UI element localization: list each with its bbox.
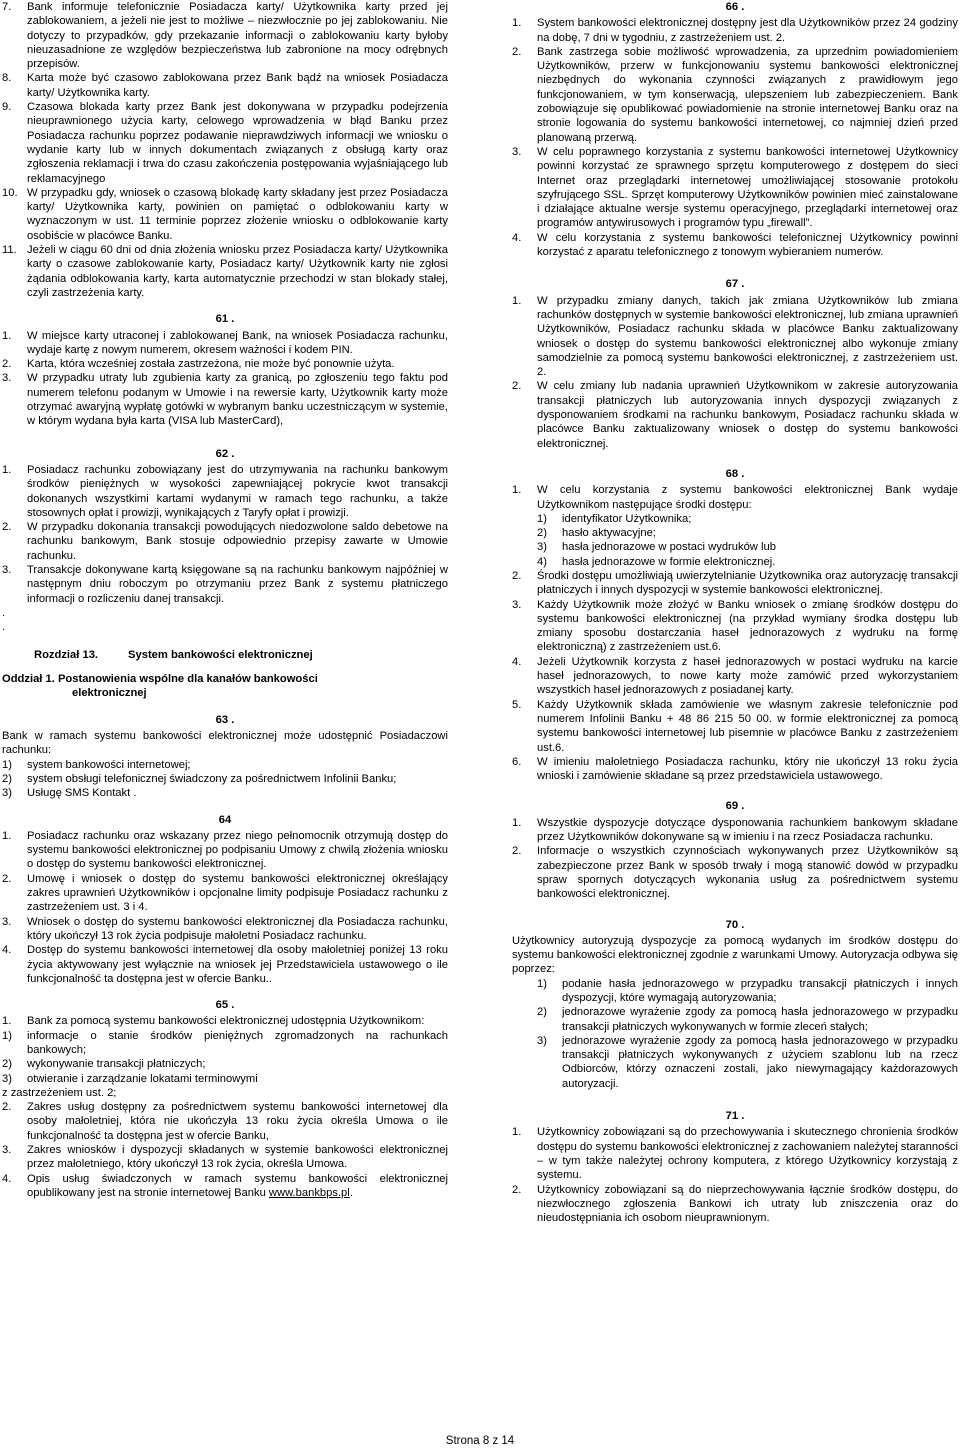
list-item	[512, 1183, 958, 1226]
item-number: 2.	[512, 569, 522, 582]
item-number: 2.	[2, 358, 12, 371]
item-text: W miejsce karty utraconej i zablokowanej Bank, na wniosek Posiadacza rachunku, wydaje kartę z nowym numerem, okresem ważności i kodem PIN.	[27, 329, 448, 356]
section-title-line2: elektronicznej	[72, 687, 147, 700]
item-number: 1.	[512, 294, 522, 307]
item-text: Użytkownicy zobowiązani są do nieprzechowywania łącznie środków dostępu, do niezwłocznego zgłoszenia Bankowi ich utraty lub zniszczenia oraz do nieudostępniania ich osobom nieuprawnionym.	[537, 1183, 958, 1225]
item-text: Wszystkie dyspozycje dotyczące dysponowania rachunkiem bankowym składane przez Użytkowników dokonywane są w imieniu i na rzecz Posiadacza rachunku.	[537, 816, 958, 844]
chapter-label: Rozdział 13.	[34, 648, 99, 661]
list-item	[512, 816, 958, 845]
item-text: Każdy Użytkownik składa zamówienie we własnym zakresie telefonicznie pod numerem Infolinii Banku + 48 86 215 50 00. w formie elektronicznej za pomocą systemu bankowości internetowej lub pisemnie w placówce Banku z zastrzeżeniem ust.6.	[537, 698, 958, 754]
sub-item-number: 1)	[2, 758, 12, 771]
item-text: Transakcje dokonywane kartą księgowane są na rachunku bankowym najpóźniej w następnym dniu roboczym po otrzymaniu przez Bank z systemu płatniczego informacji o rozliczeniu danej transakcji.	[27, 563, 448, 605]
sub-item-text: otwieranie i zarządzanie lokatami terminowymi	[27, 1072, 258, 1085]
item-text: W imieniu małoletniego Posiadacza rachunku, który nie ukończył 13 roku życia wnioski i zamówienie składane są przez przedstawiciela ustawowego.	[537, 755, 958, 783]
item-text: System bankowości elektronicznej dostępny jest dla Użytkowników przez 24 godziny na dobę, 7 dni w tygodniu, z zastrzeżeniem ust. 2.	[537, 17, 958, 44]
item-number: 3.	[512, 145, 522, 158]
list-item	[2, 243, 448, 300]
paragraph-heading-65: 65 .	[215, 999, 235, 1012]
sub-item-number: 3)	[2, 787, 12, 800]
paragraph-heading-71: 71 .	[725, 1110, 745, 1123]
item-text: Karta, która wcześniej została zastrzeżona, nie może być ponownie użyta.	[27, 358, 395, 371]
item-number: 1.	[2, 1015, 12, 1028]
list-item	[2, 1143, 448, 1172]
sub-item-text: system obsługi telefonicznej świadczony za pośrednictwem Infolinii Banku;	[27, 772, 397, 785]
list-item	[512, 294, 958, 380]
list-item	[512, 145, 958, 231]
sub-item-number: 4)	[537, 555, 547, 568]
item-number: 2.	[2, 521, 12, 534]
item-text: Jeżeli Użytkownik korzysta z haseł jednorazowych w postaci wydruku na karcie haseł jednorazowych, to nowe karty może zamówić przed wykorzystaniem wszystkich haseł jednorazowych z posiadanej karty.	[537, 655, 958, 697]
sub-item-number: 1)	[2, 1029, 12, 1042]
item-text: Każdy Użytkownik może złożyć w Banku wniosek o zmianę środków dostępu do systemu bankowości elektronicznej (na przykład wymiany środka dostępu lub zmiany sposobu dostarczania haseł jednorazowych z wydruku na formę elektroniczną) z zastrzeżeniem ust.6.	[537, 598, 958, 654]
item-number: 3.	[2, 1144, 12, 1157]
paragraph-intro: Bank w ramach systemu bankowości elektronicznej może udostępnić Posiadaczowi rachunku:	[2, 730, 448, 757]
sub-item-text: system bankowości internetowej;	[27, 758, 191, 771]
item-number: 2.	[2, 872, 12, 885]
item-number: 7.	[2, 1, 12, 13]
separator-dot: .	[2, 620, 6, 633]
item-text: Bank zastrzega sobie możliwość wprowadzenia, za uprzednim powiadomieniem Użytkowników, przerw w funkcjonowaniu systemu bankowości elektronicznej niezbędnych do wykonania czynności związanych z prawidłowym jego funkcjonowaniem, w tym konserwacją, ulepszeniem lub zabezpieczeniem. Bank zobowiązuje się opublikować powiadomienie na stronie internetowej Banku oraz na stronie logowania do systemu bankowości internetowej, co najmniej dzień przed planowaną przerwą.	[537, 45, 958, 144]
item-number: 4.	[2, 944, 12, 957]
sub-item	[512, 1005, 958, 1034]
item-number: 4.	[2, 1172, 12, 1185]
item-text: W przypadku gdy, wniosek o czasową blokadę karty składany jest przez Posiadacza karty/ Użytkownika karty, powinien on pamiętać o odblokowaniu karty w wyznaczonym w ust. 11 terminie poprzez złożenie wniosku o odblokowanie karty osobiście w placówce Banku.	[27, 186, 448, 242]
list-item	[512, 483, 958, 512]
item-number: 4.	[512, 655, 522, 668]
list-item	[2, 1014, 448, 1028]
item-text: Zakres usług dostępny za pośrednictwem systemu bankowości internetowej dla osoby małoletniej, która nie ukończyła 13 roku życia określa Umowa o ile funkcjonalność ta dostępna jest w ofercie Banku,	[27, 1101, 448, 1142]
sub-item-text: Usługę SMS Kontakt .	[27, 787, 137, 800]
paragraph-heading-68: 68 .	[725, 467, 745, 480]
list-item	[512, 698, 958, 755]
item-number: 4.	[512, 231, 522, 244]
list-item	[512, 755, 958, 784]
item-number: 3.	[2, 372, 12, 385]
list-item	[2, 1172, 448, 1201]
item-text: W przypadku utraty lub zgubienia karty za granicą, po zgłoszeniu tego faktu pod numerem telefonu podanym w Umowie i na rewersie karty, Użytkownik karty może otrzymać awaryjną wypłatę gotówki w wybranym banku uczestniczącym w systemie, w którym wydana była karta (VISA lub MasterCard),	[27, 372, 448, 428]
paragraph-tail: z zastrzeżeniem ust. 2;	[2, 1086, 117, 1099]
sub-item	[2, 1057, 448, 1071]
item-text: Posiadacz rachunku oraz wskazany przez niego pełnomocnik otrzymują dostęp do systemu bankowości elektronicznej po podpisaniu Umowy z chwilą złożenia wniosku o dostęp do systemu bankowości elektronicznej.	[27, 829, 448, 871]
sub-item-number: 2)	[537, 1006, 547, 1019]
sub-item	[512, 512, 958, 526]
bank-website-link[interactable]: www.bankbps.pl	[268, 1186, 350, 1199]
paragraph-intro: Użytkownicy autoryzują dyspozycje za pomocą wydanych im środków dostępu do systemu bankowości elektronicznej zgodnie z warunkami Umowy. Autoryzacja odbywa się poprzez:	[512, 934, 958, 976]
list-item	[512, 16, 958, 45]
item-number: 9.	[2, 101, 12, 114]
sub-item-number: 2)	[2, 1058, 12, 1071]
right-column	[512, 0, 958, 1225]
sub-item	[2, 1072, 448, 1086]
item-text: W celu korzystania z systemu bankowości telefonicznej Użytkownicy powinni korzystać z aparatu telefonicznego z tonowym wybieraniem numerów.	[537, 231, 958, 259]
item-text: Opis usług świadczonych w ramach systemu bankowości elektronicznej opublikowany jest na stronie internetowej Banku	[27, 1172, 448, 1199]
item-number: 11.	[2, 244, 17, 257]
paragraph-heading-61: 61 .	[215, 313, 235, 326]
list-item	[512, 655, 958, 698]
item-number: 2.	[512, 45, 522, 58]
item-number: 6.	[512, 755, 522, 768]
list-item	[2, 943, 448, 986]
item-number: 1.	[512, 484, 522, 497]
item-number: 1.	[2, 463, 12, 476]
list-item	[2, 186, 448, 243]
list-item	[2, 100, 448, 186]
item-text: Dostęp do systemu bankowości internetowej dla osoby małoletniej poniżej 13 roku życia aktywowany jest wyłącznie na wniosek jej Przedstawiciela ustawowego o ile funkcjonalność ta dostępna jest w ofercie Banku..	[27, 944, 448, 985]
item-text: Karta może być czasowo zablokowana przez Bank bądź na wniosek Posiadacza karty/ Użytkownika karty.	[27, 72, 448, 99]
list-item	[2, 357, 448, 371]
item-text: Użytkownicy zobowiązani są do przechowywania i skutecznego chronienia środków dostępu do systemu bankowości elektronicznej z zachowaniem należytej staranności – w tym także należytej ochrony komputera, z którego Użytkownicy korzystają z systemu.	[537, 1126, 958, 1182]
list-item	[512, 569, 958, 598]
item-number: 1.	[512, 816, 522, 829]
paragraph-heading-64: 64	[218, 813, 232, 826]
item-text: Jeżeli w ciągu 60 dni od dnia złożenia wniosku przez Posiadacza karty/ Użytkownika karty o czasowe zablokowanie karty, Posiadacz karty/ Użytkownik karty nie zgłosi żądania odblokowania karty, karta automatycznie przechodzi w stan blokady stałej, czyli zastrzeżenia karty.	[27, 244, 448, 299]
item-text: W przypadku dokonania transakcji powodujących niedozwolone saldo debetowe na rachunku bankowym, Bank stosuje odpowiednio przepisy zawarte w Umowie rachunku.	[27, 521, 448, 562]
sub-item	[2, 1029, 448, 1058]
item-text: Środki dostępu umożliwiają uwierzytelnianie Użytkownika oraz autoryzację transakcji płatniczych i innych dyspozycji w systemie bankowości elektronicznej.	[537, 569, 958, 597]
sub-item-number: 2)	[537, 527, 547, 540]
item-text: W przypadku zmiany danych, takich jak zmiana Użytkowników lub zmiana rachunków dostępnych w systemie bankowości elektronicznej, lub zmiana uprawnień Użytkowników, Posiadacz rachunku składa w placówce Banku zaktualizowany wniosek o dostęp do systemu bankowości elektronicznej albo wykonuje zmiany samodzielnie za pomocą systemu bankowości elektronicznej, z zastrzeżeniem ust. 2.	[537, 294, 958, 379]
item-number: 1.	[2, 829, 12, 842]
sub-item-text: informacje o stanie środków pieniężnych zgromadzonych na rachunkach bankowych;	[27, 1029, 448, 1056]
list-item	[2, 463, 448, 520]
item-text: Informacje o wszystkich czynnościach wykonywanych przez Użytkowników są zabezpieczone przez Bank w sposób trwały i mogą stanowić dowód w przypadku spraw spornych dotyczących wykonania usług za pośrednictwem systemu bankowości elektronicznej.	[537, 845, 958, 901]
item-number: 3.	[2, 563, 12, 576]
sub-item-text: hasła jednorazowe w formie elektronicznej.	[562, 555, 776, 568]
sub-item	[2, 772, 448, 786]
sub-item	[512, 1034, 958, 1091]
sub-item-number: 3)	[2, 1072, 12, 1085]
paragraph-heading-70: 70 .	[725, 918, 745, 931]
sub-item-text: wykonywanie transakcji płatniczych;	[27, 1058, 206, 1071]
list-item	[2, 563, 448, 606]
item-number: 2.	[2, 1101, 12, 1114]
paragraph-heading-66: 66 .	[725, 1, 745, 13]
paragraph-heading-63: 63 .	[215, 713, 235, 726]
item-number: 2.	[512, 1183, 522, 1196]
chapter-title: System bankowości elektronicznej	[128, 648, 313, 661]
item-text: Bank za pomocą systemu bankowości elektronicznej udostępnia Użytkownikom:	[27, 1015, 425, 1028]
item-text: W celu zmiany lub nadania uprawnień Użytkownikom w zakresie autoryzowania transakcji płatniczych lub autoryzowania innych dyspozycji związanych z dysponowaniem środkami na rachunku bankowym, Posiadacz rachunku składa w placówce Banku zaktualizowany wniosek o dostęp do systemu bankowości elektronicznej.	[537, 380, 958, 450]
sub-item-number: 3)	[537, 1034, 547, 1047]
list-item	[512, 45, 958, 145]
paragraph-heading-67: 67 .	[725, 278, 745, 291]
item-number: 10.	[2, 186, 18, 199]
chapter-heading	[34, 648, 448, 662]
item-text: Posiadacz rachunku zobowiązany jest do utrzymywania na rachunku bankowym środków pieniężnych w wysokości zapewniającej pokrycie kwot transakcji dokonanych wszystkimi kartami wydanymi w ramach tego rachunku, a także stosownych opłat i prowizji, wynikających z Taryfy opłat i prowizji.	[27, 463, 448, 519]
sub-item-text: hasło aktywacyjne;	[562, 527, 656, 540]
sub-item	[512, 540, 958, 554]
item-number: 1.	[2, 329, 12, 342]
section-title	[2, 672, 448, 701]
sub-item	[512, 555, 958, 569]
page-number: Strona 8 z 14	[445, 1435, 515, 1447]
sub-item-text: podanie hasła jednorazowego w przypadku transakcji płatniczych i innych dyspozycji, które wymagają autoryzowania;	[562, 977, 958, 1004]
sub-item-number: 1)	[537, 977, 547, 990]
sub-item-text: hasła jednorazowe w postaci wydruków lub	[562, 541, 776, 554]
item-text: Zakres wniosków i dyspozycji składanych w systemie bankowości elektronicznej przez małoletniego, który ukończył 13 rok życia, określa Umowa.	[27, 1144, 448, 1171]
item-number: 3.	[512, 598, 522, 611]
sub-item	[2, 786, 448, 800]
sub-item-text: jednorazowe wyrażenie zgody za pomocą hasła jednorazowego w przypadku transakcji płatniczych wykonywanych z użyciem szablonu lub na rzecz Odbiorców, którzy oznaczeni zostali, jako niewymagający każdorazowych autoryzacji.	[562, 1034, 958, 1090]
list-item	[2, 872, 448, 915]
list-item	[2, 829, 448, 872]
left-column	[2, 0, 448, 1200]
item-number: 1.	[512, 1126, 522, 1139]
list-item	[512, 1125, 958, 1182]
item-number: 8.	[2, 72, 12, 85]
item-number: 2.	[512, 845, 522, 858]
list-item	[2, 371, 448, 428]
item-text: Czasowa blokada karty przez Bank jest dokonywana w przypadku podejrzenia nieuprawnionego użycia karty, celowego wprowadzenia w błąd Banku przez Posiadacza rachunku poprzez podawanie nieprawdziwych informacji we wniosku o wydanie karty lub w innych dokumentach związanych z obsługą karty oraz zgłoszenia reklamacji i trwa do czasu zakończenia postępowania wyjaśniającego lub reklamacyjnego	[27, 101, 448, 185]
list-item	[2, 520, 448, 563]
sub-item	[512, 526, 958, 540]
list-item	[512, 379, 958, 450]
sub-item-number: 2)	[2, 772, 12, 785]
paragraph-heading-62: 62 .	[215, 447, 235, 460]
item-text: W celu korzystania z systemu bankowości elektronicznej Bank wydaje Użytkownikom następujące środki dostępu:	[537, 484, 958, 511]
list-item	[2, 71, 448, 100]
item-text: Umowę i wniosek o dostęp do systemu bankowości elektronicznej określający zakres uprawnień Użytkowników i opcjonalne limity podpisuje Posiadacz rachunku z zastrzeżeniem ust. 3 i 4.	[27, 872, 448, 914]
list-item	[2, 329, 448, 358]
item-number: 1.	[512, 17, 522, 30]
sub-item-number: 3)	[537, 541, 547, 554]
sub-item-text: jednorazowe wyrażenie zgody za pomocą hasła jednorazowego w przypadku transakcji płatniczych wykonywanych w formie zleceń stałych;	[562, 1006, 958, 1033]
list-item	[512, 598, 958, 655]
sub-item	[512, 977, 958, 1006]
item-number: 2.	[512, 380, 522, 393]
sub-item-number: 1)	[537, 512, 547, 525]
paragraph-heading-69: 69 .	[725, 800, 745, 813]
list-item	[2, 915, 448, 944]
list-item	[2, 0, 448, 71]
section-title-line1: Oddział 1. Postanowienia wspólne dla kanałów bankowości	[2, 673, 318, 686]
sub-item	[2, 758, 448, 772]
item-number: 3.	[2, 915, 12, 928]
separator-dot: .	[2, 606, 6, 619]
sub-item-text: identyfikator Użytkownika;	[562, 512, 692, 525]
item-text: W celu poprawnego korzystania z systemu bankowości internetowej Użytkownicy powinni korzystać ze sprawnego sprzętu komputerowego z dostępem do sieci Internet oraz przeglądarki internetowej umożliwiającej stosowanie protokołu szyfrującego SSL. Sprzęt komputerowy Użytkowników powinien mieć zainstalowane i działające aktualne wersje systemu operacyjnego, przeglądarki internetowej oraz programów antywirusowych i programów typu „firewall”.	[537, 145, 958, 230]
list-item	[2, 1100, 448, 1143]
item-text: Wniosek o dostęp do systemu bankowości elektronicznej dla Posiadacza rachunku, który ukończył 13 rok życia podpisuje małoletni Posiadacz rachunku.	[27, 915, 448, 942]
item-number: 5.	[512, 698, 522, 711]
item-text-end: .	[349, 1186, 353, 1199]
item-text: Bank informuje telefonicznie Posiadacza karty/ Użytkownika karty przed jej zablokowaniem, a jeżeli nie jest to możliwe – niezwłocznie po jej zablokowaniu. Nie dotyczy to przypadków, gdy przekazanie informacji o zablokowaniu karty byłoby nieuzasadnione ze względów bezpieczeństwa lub zabronione na mocy odrębnych przepisów.	[27, 1, 448, 71]
list-item	[512, 844, 958, 901]
list-item	[512, 231, 958, 260]
